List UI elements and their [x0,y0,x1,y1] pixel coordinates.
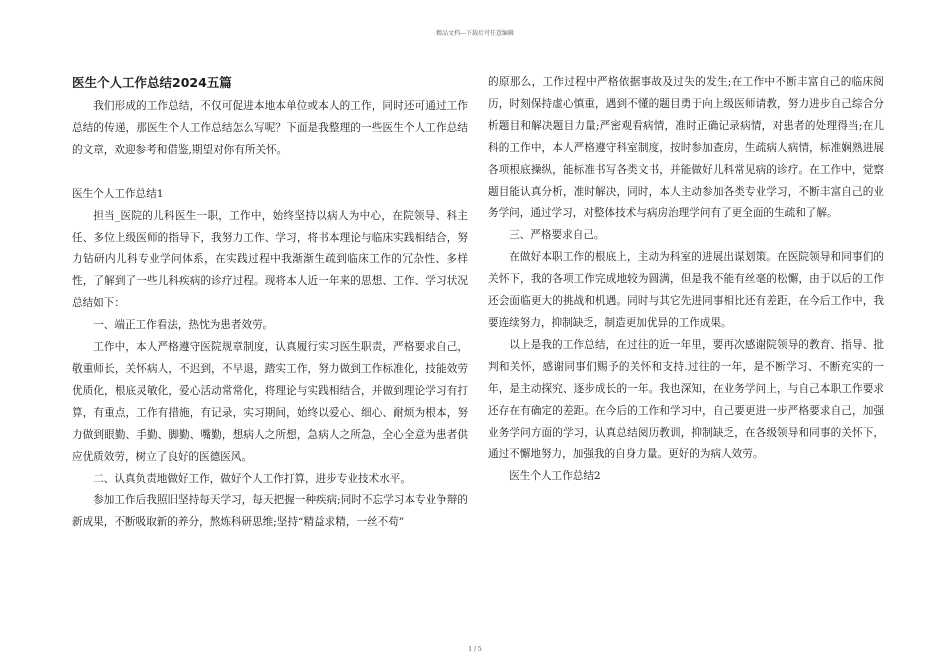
paragraph: 参加工作后我照旧坚持每天学习，每天把握一种疾病;同时不忘学习本专业争辩的新成果，不断吸取新的养分，熬炼科研思维;坚持“精益求精，一丝不苟” [72,494,468,529]
paragraph: 在做好本职工作的根底上，主动为科室的进展出谋划策。在医院领导和同事们的关怀下，我的各项工作完成地较为圆满，但是我不能有丝毫的松懈，由于以后的工作还会面临更大的挑战和机遇。同时与其它先进同事相比还有差距，在今后工作中，我要连续努力，抑制缺乏，制造更加优异的工作成果。 [488,251,884,329]
subheading-2: 二、认真负责地做好工作，做好个人工作打算，进步专业技术水平。 [93,472,411,485]
section-heading-2: 医生个人工作总结2 [509,470,601,483]
document-title: 医生个人工作总结2024五篇 [72,75,232,90]
right-column [488,72,884,488]
paragraph: 工作中，本人严格遵守医院规章制度，认真履行实习医生职责，严格要求自己，敬重师长，关怀病人，不迟到，不早退，踏实工作，努力做到工作标准化，技能效劳优质化，根底灵敏化，爱心活动常常化，将理论与实践相结合，并做到理论学习有打算，有重点，工作有措施，有记录，实习期间，始终以爱心、细心、耐烦为根本，努力做到眼勤、手勤、脚勤、嘴勤，想病人之所想，急病人之所急，全心全意为患者供应优质效劳，树立了良好的医德医风。 [72,341,468,463]
intro-paragraph: 我们形成的工作总结，不仅可促进本地本单位或本人的工作，同时还可通过工作总结的传递，那医生个人工作总结怎么写呢？下面是我整理的一些医生个人工作总结的文章，欢迎参考和借鉴,期望对你有所关怀。 [72,100,468,156]
subheading-3: 三、严格要求自己。 [509,229,605,242]
paragraph-continued: 的原那么，工作过程中严格依据事故及过失的发生;在工作中不断丰富自己的临床阅历，时刻保持虚心慎重，遇到不懂的题目勇于向上级医师请教，努力进步自己综合分析题目和解决题目力量;严密观看病情，准时正确记录病情，对患者的处理得当;在儿科的工作中，本人严格遵守科室制度，按时参加查房，生疏病人病情，标准娴熟进展各项根底操纵，能标准书写各类文书，并能做好儿科常见病的诊疗。在工作中，觉察题目能认真分析，准时解决，同时，本人主动参加各类专业学习，不断丰富自己的业务学问，通过学习，对整体技术与病房治理学问有了更全面的生疏和了解。 [488,76,884,220]
spacer [72,162,468,184]
subheading-1: 一、端正工作看法，热忱为患者效劳。 [93,319,274,332]
page-number: 1 / 5 [468,646,482,653]
left-column [72,72,468,534]
paragraph: 担当_医院的儿科医生一职，工作中，始终坚持以病人为中心，在院领导、科主任、多位上级医师的指导下，我努力工作、学习，将书本理论与临床实践相结合，努力钻研内儿科专业学问体系，在实践过程中我渐渐生疏到临床工作的冗杂性、多样性，了解到了一些儿科疾病的诊疗过程。现将本人近一年来的思想、工作、学习状况总结如下： [72,209,468,310]
section-heading-1: 医生个人工作总结1 [72,187,164,200]
page-header: 精品文档---下载后可任意编辑 [435,30,515,37]
paragraph: 以上是我的工作总结，在过往的近一年里，要再次感谢院领导的教育、指导、批判和关怀，感谢同事们赐予的关怀和支持.过往的一年，是不断学习、不断充实的一年，是主动探究、逐步成长的一年。我也深知，在业务学问上，与自己本职工作要求还存在有确定的差距。在今后的工作和学习中，自己要更进一步严格要求自己，加强业务学问方面的学习，认真总结阅历教训，抑制缺乏，在各级领导和同事的关怀下，通过不懈地努力，加强我的自身力量。更好的为病人效劳。 [488,338,884,461]
